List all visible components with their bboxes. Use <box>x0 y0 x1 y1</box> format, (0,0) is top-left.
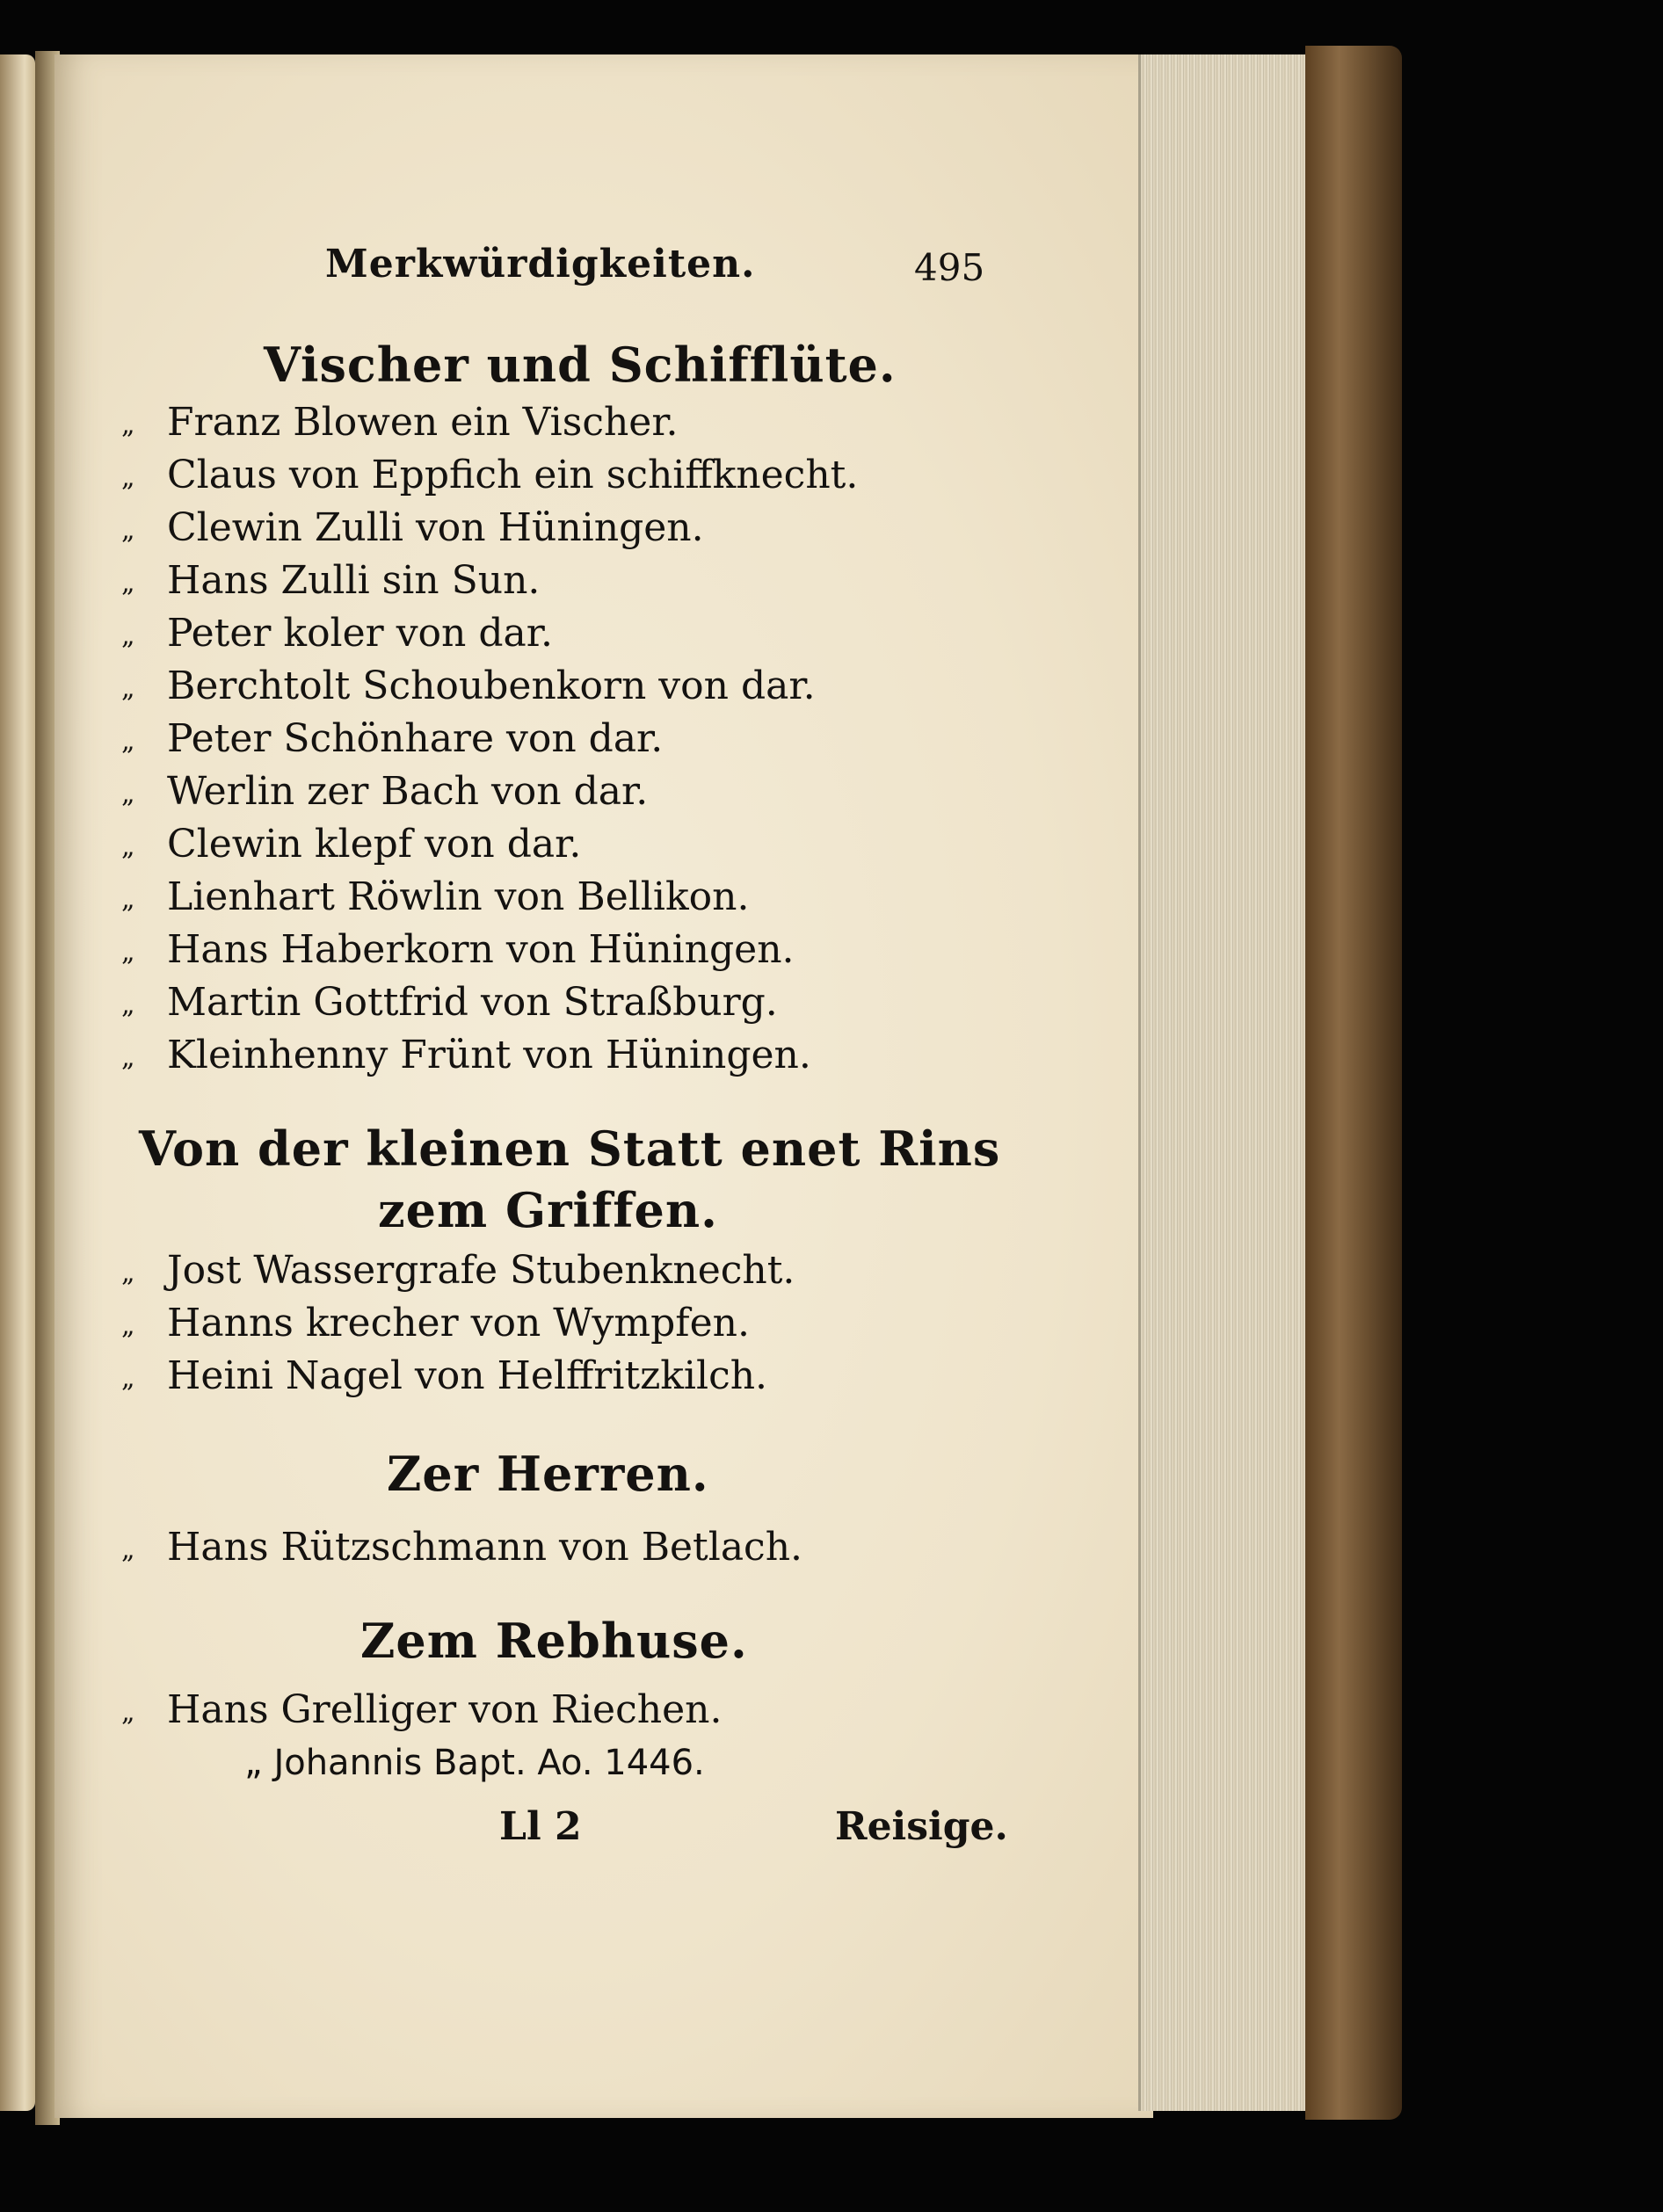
list-item <box>121 769 648 814</box>
entry-text: Clewin Zulli von Hüningen. <box>167 505 704 550</box>
quote-mark: „ <box>121 515 135 546</box>
list-item <box>121 1248 795 1293</box>
entry-text: Hanns krecher von Wympfen. <box>167 1301 750 1345</box>
list-item <box>121 664 816 708</box>
quote-mark: „ <box>121 1042 135 1073</box>
section-heading: Zer Herren. <box>387 1446 709 1502</box>
list-item <box>121 822 581 867</box>
quote-mark: „ <box>121 726 135 757</box>
quote-mark: „ <box>121 779 135 809</box>
entry-text: Hans Rützschmann von Betlach. <box>167 1525 803 1570</box>
section-heading: Vischer und Schifflüte. <box>264 337 897 393</box>
quote-mark: „ <box>121 1363 135 1394</box>
page-number: 495 <box>914 246 985 289</box>
running-head: Merkwürdigkeiten. <box>325 242 756 286</box>
quote-mark: „ <box>121 620 135 651</box>
entry-text: Berchtolt Schoubenkorn von dar. <box>167 664 816 708</box>
catchword: Reisige. <box>835 1804 1008 1849</box>
list-item <box>121 1353 767 1398</box>
entry-text: Claus von Eppfich ein schiffknecht. <box>167 453 859 497</box>
section-heading: Zem Rebhuse. <box>360 1613 748 1669</box>
list-item <box>121 558 540 603</box>
section-heading-continued: zem Griffen. <box>378 1182 718 1238</box>
entry-text: Franz Blowen ein Vischer. <box>167 400 679 445</box>
list-item <box>121 1033 811 1077</box>
list-item <box>121 505 704 550</box>
quote-mark: „ <box>121 1310 135 1341</box>
entry-text: Kleinhenny Frünt von Hüningen. <box>167 1033 811 1077</box>
entry-text: Hans Zulli sin Sun. <box>167 558 541 603</box>
entry-text: Martin Gottfrid von Straßburg. <box>167 980 778 1025</box>
entry-text: Hans Haberkorn von Hüningen. <box>167 927 795 972</box>
section-heading: Von der kleinen Statt enet Rins <box>139 1121 1001 1177</box>
page-block-edges <box>1138 54 1308 2111</box>
list-item <box>121 1301 750 1345</box>
list-item <box>121 611 553 656</box>
quote-mark: „ <box>121 937 135 968</box>
list-item <box>121 716 663 761</box>
quote-mark: „ <box>121 462 135 493</box>
list-item <box>121 1687 722 1732</box>
leather-cover <box>1305 46 1402 2120</box>
quote-mark: „ <box>121 990 135 1020</box>
quote-mark: „ <box>121 1534 135 1565</box>
quote-mark: „ <box>121 1258 135 1288</box>
quote-mark: „ <box>121 831 135 862</box>
entry-text: Jost Wassergrafe Stubenknecht. <box>167 1248 795 1293</box>
previous-page-edge <box>0 54 35 2111</box>
quote-mark: „ <box>121 1697 135 1728</box>
entry-text: Peter koler von dar. <box>167 611 553 656</box>
list-item <box>121 1525 802 1570</box>
quote-mark: „ <box>121 884 135 915</box>
list-item <box>121 927 795 972</box>
entry-text: Werlin zer Bach von dar. <box>167 769 649 814</box>
list-item <box>121 453 858 497</box>
signature-mark: Ll 2 <box>499 1804 582 1849</box>
quote-mark: „ <box>121 568 135 598</box>
entry-text: Lienhart Röwlin von Bellikon. <box>167 874 750 919</box>
quote-mark: „ <box>121 673 135 704</box>
list-item <box>121 874 749 919</box>
date-note: „ Johannis Bapt. Ao. 1446. <box>244 1743 705 1783</box>
entry-text: Heini Nagel von Helffritzkilch. <box>167 1353 768 1398</box>
entry-text: Peter Schönhare von dar. <box>167 716 664 761</box>
list-item <box>121 980 778 1025</box>
entry-text: Hans Grelliger von Riechen. <box>167 1687 723 1732</box>
quote-mark: „ <box>121 410 135 440</box>
entry-text: Clewin klepf von dar. <box>167 822 582 867</box>
list-item <box>121 400 679 445</box>
